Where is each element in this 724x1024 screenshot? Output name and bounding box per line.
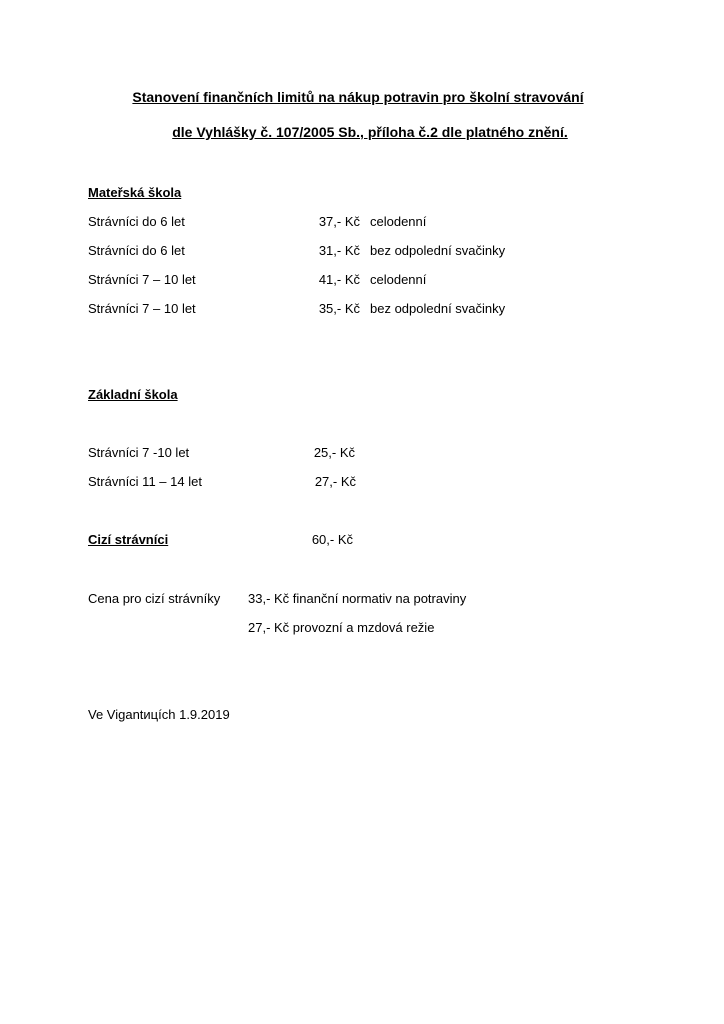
section-heading-materska-skola: Mateřská škola [88,185,182,200]
row-price: 27,- Kč [314,474,356,489]
row-label: Strávníci do 6 let [88,214,185,229]
row-price: 37,- Kč [318,214,360,229]
row-note: celodenní [370,272,427,287]
cena-cizi-line-1: 33,- Kč finanční normativ na potraviny [248,591,467,606]
row-price: 31,- Kč [318,243,360,258]
row-label: Strávníci 7 – 10 let [88,272,196,287]
cena-cizi-label: Cena pro cizí strávníky [88,591,221,606]
row-price: 41,- Kč [318,272,360,287]
document-title-line-1: Stanovení finančních limitů na nákup potravin pro školní stravování [132,89,584,105]
row-note: celodenní [370,214,427,229]
row-label: Strávníci 7 – 10 let [88,301,196,316]
row-price: 25,- Kč [313,445,355,460]
row-label: Strávníci do 6 let [88,243,185,258]
row-price: 35,- Kč [318,301,360,316]
section-heading-cizi-stravnici: Cizí strávníci [88,532,169,547]
row-note: bez odpolední svačinky [370,243,506,258]
document-title-line-2: dle Vyhlášky č. 107/2005 Sb., příloha č.2 dle platného znění. [172,124,568,140]
row-label: Strávníci 7 -10 let [88,445,190,460]
cena-cizi-line-2: 27,- Kč provozní a mzdová režie [248,620,435,635]
cizi-stravnici-price: 60,- Kč [311,532,353,547]
row-note: bez odpolední svačinky [370,301,506,316]
row-label: Strávníci 11 – 14 let [88,474,202,489]
section-heading-zakladni-skola: Základní škola [88,387,178,402]
place-date: Ve Vigantицích 1.9.2019 [88,707,230,722]
